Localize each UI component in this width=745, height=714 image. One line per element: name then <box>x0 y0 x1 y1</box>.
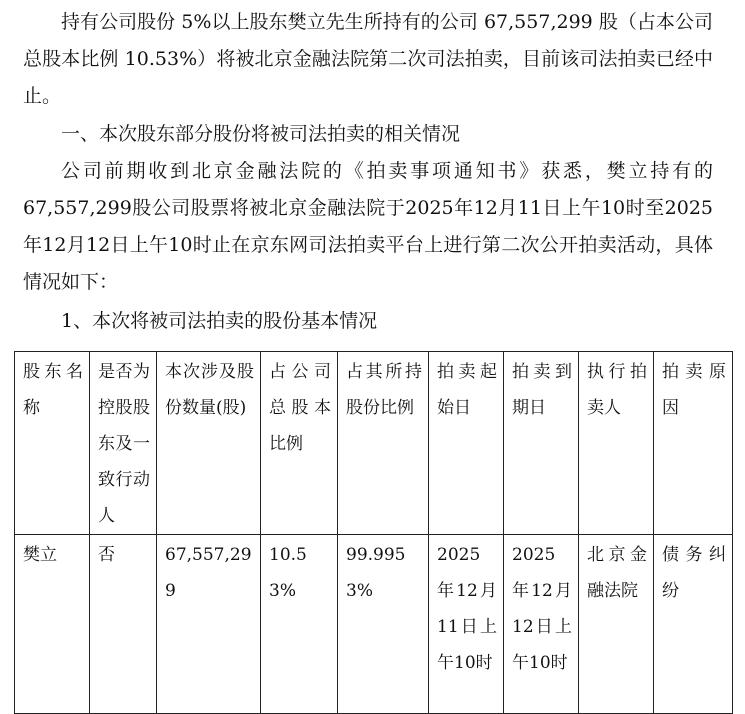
cell-controlling: 否 <box>90 535 157 714</box>
cell-start-date: 2025年12月11日上午10时 <box>429 535 504 714</box>
header-cell-share-count: 本次涉及股份数量(股) <box>157 352 261 535</box>
header-cell-end-date: 拍卖到期日 <box>504 352 579 535</box>
cell-executor: 北京金融法院 <box>579 535 654 714</box>
section-body-1: 公司前期收到北京金融法院的《拍卖事项通知书》获悉，樊立持有的67,557,299股公司股票将被北京金融法院于2025年12月11日上午10时至2025年12月12日上午10时止在京东网司法拍卖平台上进行第二次公开拍卖活动，具体情况如下： <box>23 160 713 293</box>
section-heading-1: 一、本次股东部分股份将被司法拍卖的相关情况 <box>61 123 461 145</box>
table-header-row <box>15 352 733 535</box>
subsection-heading-1: 1、本次将被司法拍卖的股份基本情况 <box>61 310 378 332</box>
header-cell-controlling: 是否为控股股东及一致行动人 <box>90 352 157 535</box>
cell-total-ratio: 10.53% <box>261 535 338 714</box>
header-cell-start-date: 拍卖起始日 <box>429 352 504 535</box>
cell-held-ratio: 99.9953% <box>338 535 429 714</box>
cell-shareholder: 樊立 <box>15 535 90 714</box>
cell-reason: 债务纠纷 <box>654 535 733 714</box>
auction-shares-table <box>14 351 733 714</box>
header-cell-total-ratio: 占公司总股本比例 <box>261 352 338 535</box>
header-cell-shareholder: 股东名称 <box>15 352 90 535</box>
cell-share-count: 67,557,299 <box>157 535 261 714</box>
table-row <box>15 535 733 714</box>
intro-paragraph: 持有公司股份 5%以上股东樊立先生所持有的公司 67,557,299 股（占本公司总股本比例 10.53%）将被北京金融法院第二次司法拍卖，目前该司法拍卖已经中止。 <box>23 11 713 107</box>
cell-end-date: 2025年12月12日上午10时 <box>504 535 579 714</box>
header-cell-executor: 执行拍卖人 <box>579 352 654 535</box>
header-cell-reason: 拍卖原因 <box>654 352 733 535</box>
header-cell-held-ratio: 占其所持股份比例 <box>338 352 429 535</box>
